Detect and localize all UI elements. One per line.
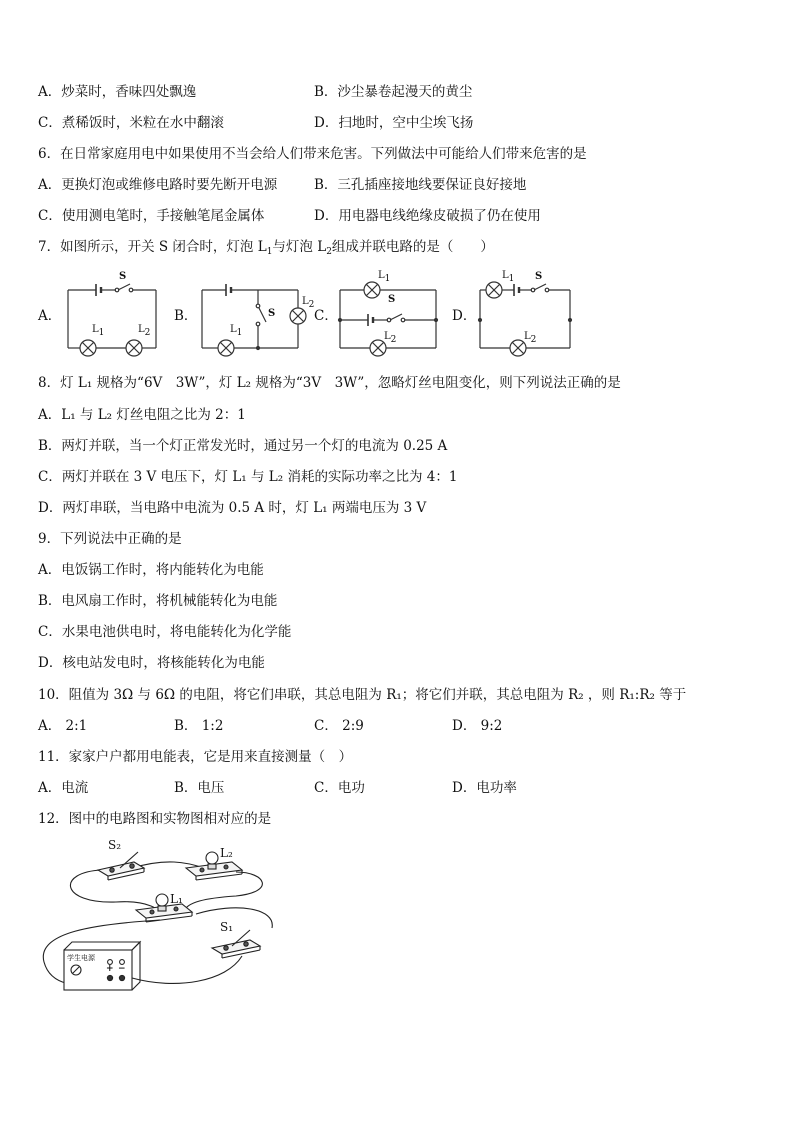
label-s2: S₂ bbox=[108, 838, 122, 852]
label-l2: L2 bbox=[138, 324, 151, 338]
q5-option-c: C．煮稀饭时，米粒在水中翻滚 bbox=[38, 115, 224, 131]
q8-option-c: C．两灯并联在 3 V 电压下，灯 L₁ 与 L₂ 消耗的实际功率之比为 4：1 bbox=[38, 469, 458, 485]
q10-option-d: D． 9:2 bbox=[452, 718, 503, 734]
q7-option-c-letter: C． bbox=[314, 308, 338, 324]
q7-option-d-letter: D． bbox=[452, 308, 477, 324]
q10-option-b: B． 1:2 bbox=[174, 718, 224, 734]
label-s: S bbox=[119, 271, 127, 282]
q9-option-c: C．水果电池供电时，将电能转化为化学能 bbox=[38, 624, 292, 640]
q12-stem: 12．图中的电路图和实物图相对应的是 bbox=[38, 811, 272, 827]
label-l1: L1 bbox=[92, 324, 105, 338]
q10-option-a: A． 2:1 bbox=[38, 718, 88, 734]
q6-option-d: D．用电器电线绝缘皮破损了仍在使用 bbox=[314, 208, 541, 224]
q8-stem: 8．灯 L₁ 规格为“6V 3W”，灯 L₂ 规格为“3V 3W”，忽略灯丝电阻变化，则下列说法正确的是 bbox=[38, 375, 621, 391]
label-l1: L1 bbox=[378, 270, 391, 284]
label-s: S bbox=[268, 308, 276, 319]
label-l2: L2 bbox=[302, 296, 315, 310]
label-l2: L₂ bbox=[220, 846, 233, 860]
power-supply-label: 学生电源 bbox=[67, 954, 95, 962]
q11-option-c: C．电功 bbox=[314, 780, 365, 796]
circuit-a bbox=[68, 284, 156, 356]
circuit-d bbox=[479, 282, 572, 356]
q6-option-b: B．三孔插座接地线要保证良好接地 bbox=[314, 177, 527, 193]
label-l1: L1 bbox=[230, 324, 243, 338]
wire bbox=[132, 956, 242, 983]
plus-terminal-label: + bbox=[106, 964, 114, 974]
label-l1: L1 bbox=[502, 270, 515, 284]
q12-physical-circuit-figure bbox=[36, 832, 316, 1002]
q11-option-d: D．电功率 bbox=[452, 780, 517, 796]
q9-option-a: A．电饭锅工作时，将内能转化为电能 bbox=[38, 562, 264, 578]
q5-option-b: B．沙尘暴卷起漫天的黄尘 bbox=[314, 84, 473, 100]
circuit-b bbox=[202, 284, 306, 356]
minus-terminal-label: − bbox=[118, 964, 126, 974]
wire bbox=[196, 908, 272, 928]
label-l2: L2 bbox=[384, 331, 397, 345]
q8-option-b: B．两灯并联，当一个灯正常发光时，通过另一个灯的电流为 0.25 A bbox=[38, 438, 448, 454]
q5-option-d: D．扫地时，空中尘埃飞扬 bbox=[314, 115, 474, 131]
q5-option-a: A．炒菜时，香味四处飘逸 bbox=[38, 84, 197, 100]
q9-stem: 9．下列说法中正确的是 bbox=[38, 531, 182, 547]
label-s: S bbox=[388, 294, 396, 305]
q6-option-c: C．使用测电笔时，手接触笔尾金属体 bbox=[38, 208, 265, 224]
q9-option-b: B．电风扇工作时，将机械能转化为电能 bbox=[38, 593, 278, 609]
q8-option-d: D．两灯串联，当电路中电流为 0.5 A 时，灯 L₁ 两端电压为 3 V bbox=[38, 500, 427, 516]
label-s: S bbox=[535, 271, 543, 282]
q11-option-a: A．电流 bbox=[38, 780, 89, 796]
q11-option-b: B．电压 bbox=[174, 780, 225, 796]
q11-stem: 11．家家户户都用电能表，它是用来直接测量（ ） bbox=[38, 749, 353, 765]
label-l1: L₁ bbox=[170, 892, 183, 906]
q6-option-a: A．更换灯泡或维修电路时要先断开电源 bbox=[38, 177, 278, 193]
q6-stem: 6．在日常家庭用电中如果使用不当会给人们带来危害。下列做法中可能给人们带来危害的是 bbox=[38, 146, 587, 162]
q7-stem: 7．如图所示，开关 S 闭合时，灯泡 $L_1$与灯泡 $L_2$组成并联电路的是（ ） bbox=[38, 239, 494, 257]
q10-stem: 10．阻值为 3Ω 与 6Ω 的电阻，将它们串联，其总电阻为 R₁；将它们并联，其总电阻为 R₂ ，则 R₁:R₂ 等于 bbox=[38, 687, 687, 703]
label-s1: S₁ bbox=[220, 920, 234, 934]
q10-option-c: C． 2:9 bbox=[314, 718, 364, 734]
q7-option-b-letter: B． bbox=[174, 308, 198, 324]
q9-option-d: D．核电站发电时，将核能转化为电能 bbox=[38, 655, 265, 671]
q8-option-a: A．L₁ 与 L₂ 灯丝电阻之比为 2：1 bbox=[38, 407, 246, 423]
label-l2: L2 bbox=[524, 331, 537, 345]
q7-option-a-letter: A． bbox=[38, 308, 62, 324]
